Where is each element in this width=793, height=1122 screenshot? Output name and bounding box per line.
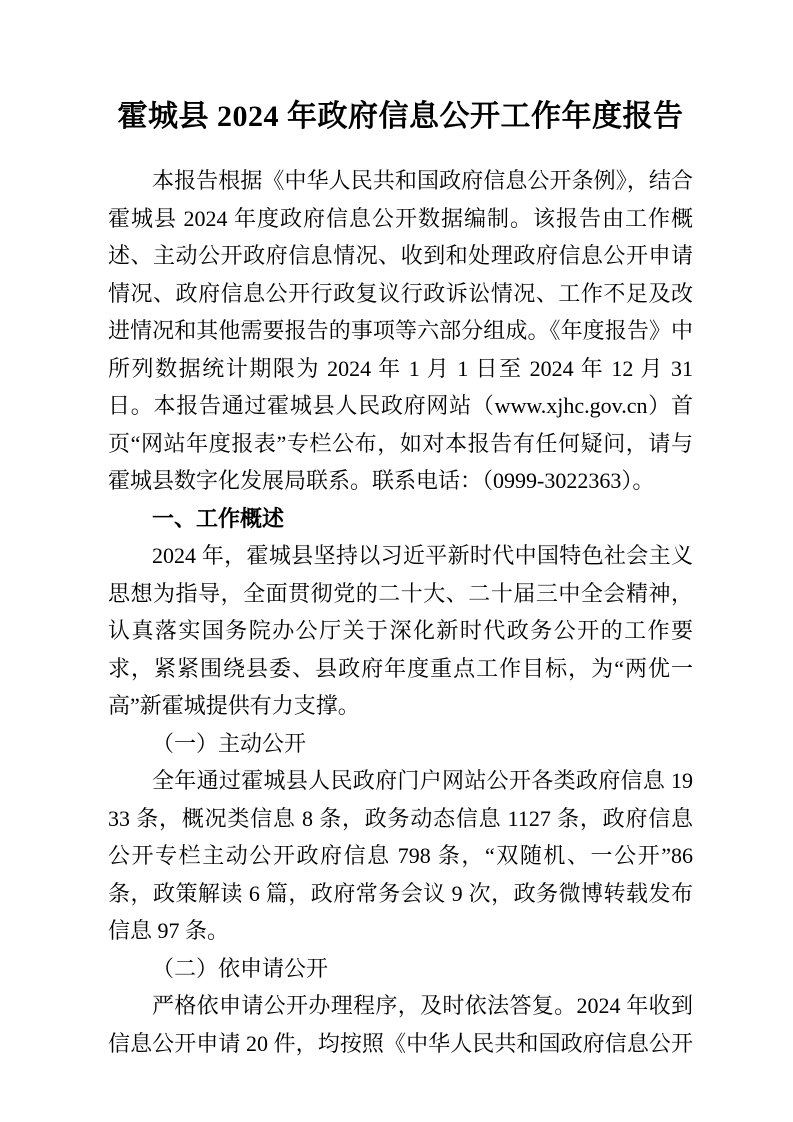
subsection-1-heading: （一）主动公开 [152,730,307,756]
proactive-disclosure-paragraph: 全年通过霍城县人民政府门户网站公开各类政府信息 1933 条，概况类信息 8 条，政务动态信息 1127 条，政府信息公开专栏主动公开政府信息 798 条，“双随机、一公开”86 条，政策解读 6 篇，政府常务会议 9 次，政务微博转载发布信息 97 条。 [108,768,693,943]
section-1-overview-paragraph: 2024 年，霍城县坚持以习近平新时代中国特色社会主义思想为指导，全面贯彻党的二十大、二十届三中全会精神，认真落实国务院办公厅关于深化新时代政务公开的工作要求，紧紧围绕县委、县政府年度重点工作目标，为“两优一高”新霍城提供有力支撑。 [108,543,693,718]
subsection-2-heading: （二）依申请公开 [152,955,329,981]
disclosure-upon-request-paragraph-truncated: 严格依申请公开办理程序，及时依法答复。2024 年收到信息公开申请 20 件，均按照《中华人民共和国政府信息公开 [108,993,693,1056]
report-title: 霍城县 2024 年政府信息公开工作年度报告 [117,100,684,133]
section-1-heading: 一、工作概述 [152,505,285,531]
intro-paragraph: 本报告根据《中华人民共和国政府信息公开条例》，结合霍城县 2024 年度政府信息公开数据编制。该报告由工作概述、主动公开政府信息情况、收到和处理政府信息公开申请情况、政府信息公开行政复议行政诉讼情况、工作不足及改进情况和其他需要报告的事项等六部分组成。《年度报告》中所列数据统计期限为 2024 年 1 月 1 日至 2024 年 12 月 31 日。本报告通过霍城县人民政府网站（www.xjhc.gov.cn）首页“网站年度报表”专栏公布，如对本报告有任何疑问，请与霍城县数字化发展局联系。联系电话：（0999-3022363）。 [108,168,693,493]
